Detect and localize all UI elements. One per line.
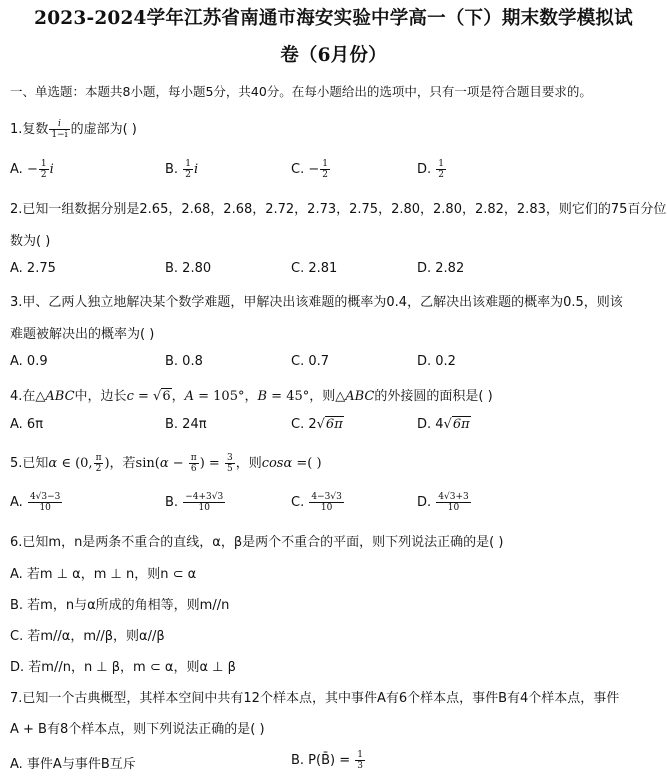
q5-option-d: D. $\frac{4√3+3}{10}$ <box>417 492 469 513</box>
q6-option-d: D. 若m//n，n ⊥ β，m ⊂ α，则α ⊥ β <box>10 660 236 675</box>
q4-option-c: C. 2√6π <box>291 417 343 432</box>
q4-option-a: A. 6π <box>10 417 44 432</box>
q5-option-b: B. $\frac{-4+3√3}{10}$ <box>165 492 224 513</box>
question-3-stem-line1: 3.甲、乙两人独立地解决某个数学难题，甲解决出该难题的概率为0.4，乙解决出该难题的概率为0.5，则该 <box>10 295 623 310</box>
question-2-stem-line1: 2.已知一组数据分别是2.65，2.68，2.68，2.72，2.73，2.75，2.80，2.80，2.82，2.83，则它们的75百分位 <box>10 202 667 217</box>
q1-fraction: $\frac{i}{1-i}$ <box>51 119 68 140</box>
question-6-stem: 6.已知m，n是两条不重合的直线，α，β是两个不重合的平面，则下列说法正确的是( ) <box>10 535 504 550</box>
q3-option-a: A. 0.9 <box>10 354 48 369</box>
q1-suffix: 的虚部为( ) <box>70 122 137 137</box>
q7-option-b: B. P(B̄) = $\frac{1}{3}$ <box>291 750 363 771</box>
question-4-stem: 4.在△ABC中，边长c = √6，A = 105°，B = 45°，则△ABC的外接圆的面积是( ) <box>10 389 493 404</box>
question-2-stem-line2: 数为( ) <box>10 234 51 249</box>
question-7-stem-line2: A + B有8个样本点，则下列说法正确的是( ) <box>10 722 265 737</box>
q1-option-a: A. − $\frac{1}{2}$ i <box>10 159 54 180</box>
q5-option-c: C. $\frac{4-3√3}{10}$ <box>291 492 342 513</box>
exam-title-line1: 2023-2024学年江苏省南通市海安实验中学高一（下）期末数学模拟试 <box>34 8 633 29</box>
q1-option-c: C. − $\frac{1}{2}$ <box>291 159 328 180</box>
q6-option-c: C. 若m//α，m//β，则α//β <box>10 629 165 644</box>
q3-option-d: D. 0.2 <box>417 354 456 369</box>
q2-option-d: D. 2.82 <box>417 261 465 276</box>
q2-option-a: A. 2.75 <box>10 261 56 276</box>
question-1-stem <box>10 118 137 140</box>
q4-option-d: D. 4√6π <box>417 417 470 432</box>
q6-option-a: A. 若m ⊥ α，m ⊥ n，则n ⊂ α <box>10 567 197 582</box>
q2-option-b: B. 2.80 <box>165 261 212 276</box>
q4-option-b: B. 24π <box>165 417 207 432</box>
question-3-stem-line2: 难题被解决出的概率为( ) <box>10 327 155 342</box>
q7-option-a: A. 事件A与事件B互斥 <box>10 757 136 772</box>
question-7-stem-line1: 7.已知一个古典概型，其样本空间中共有12个样本点，其中事件A有6个样本点，事件B有4个样本点，事件 <box>10 691 620 706</box>
q3-option-b: B. 0.8 <box>165 354 203 369</box>
q3-option-c: C. 0.7 <box>291 354 330 369</box>
q1-prefix: 1.复数 <box>10 122 49 137</box>
q2-option-c: C. 2.81 <box>291 261 338 276</box>
q1-option-d: D. $\frac{1}{2}$ <box>417 159 445 180</box>
section-heading: 一、单选题：本题共8小题，每小题5分，共40分。在每小题给出的选项中，只有一项是符合题目要求的。 <box>10 84 592 99</box>
q5-option-a: A. $\frac{4√3-3}{10}$ <box>10 492 61 513</box>
q1-option-b: B. $\frac{1}{2}$ i <box>165 159 199 180</box>
q6-option-b: B. 若m，n与α所成的角相等，则m//n <box>10 598 230 613</box>
question-5-stem: 5.已知α ∈ (0, $\frac{\pi}{2}$ )，若sin(α − $\frac{\pi}{6}$ ) = $\frac{3}{5}$ ，则cosα =( ) <box>10 453 322 474</box>
exam-title-line2: 卷（6月份） <box>280 45 387 66</box>
